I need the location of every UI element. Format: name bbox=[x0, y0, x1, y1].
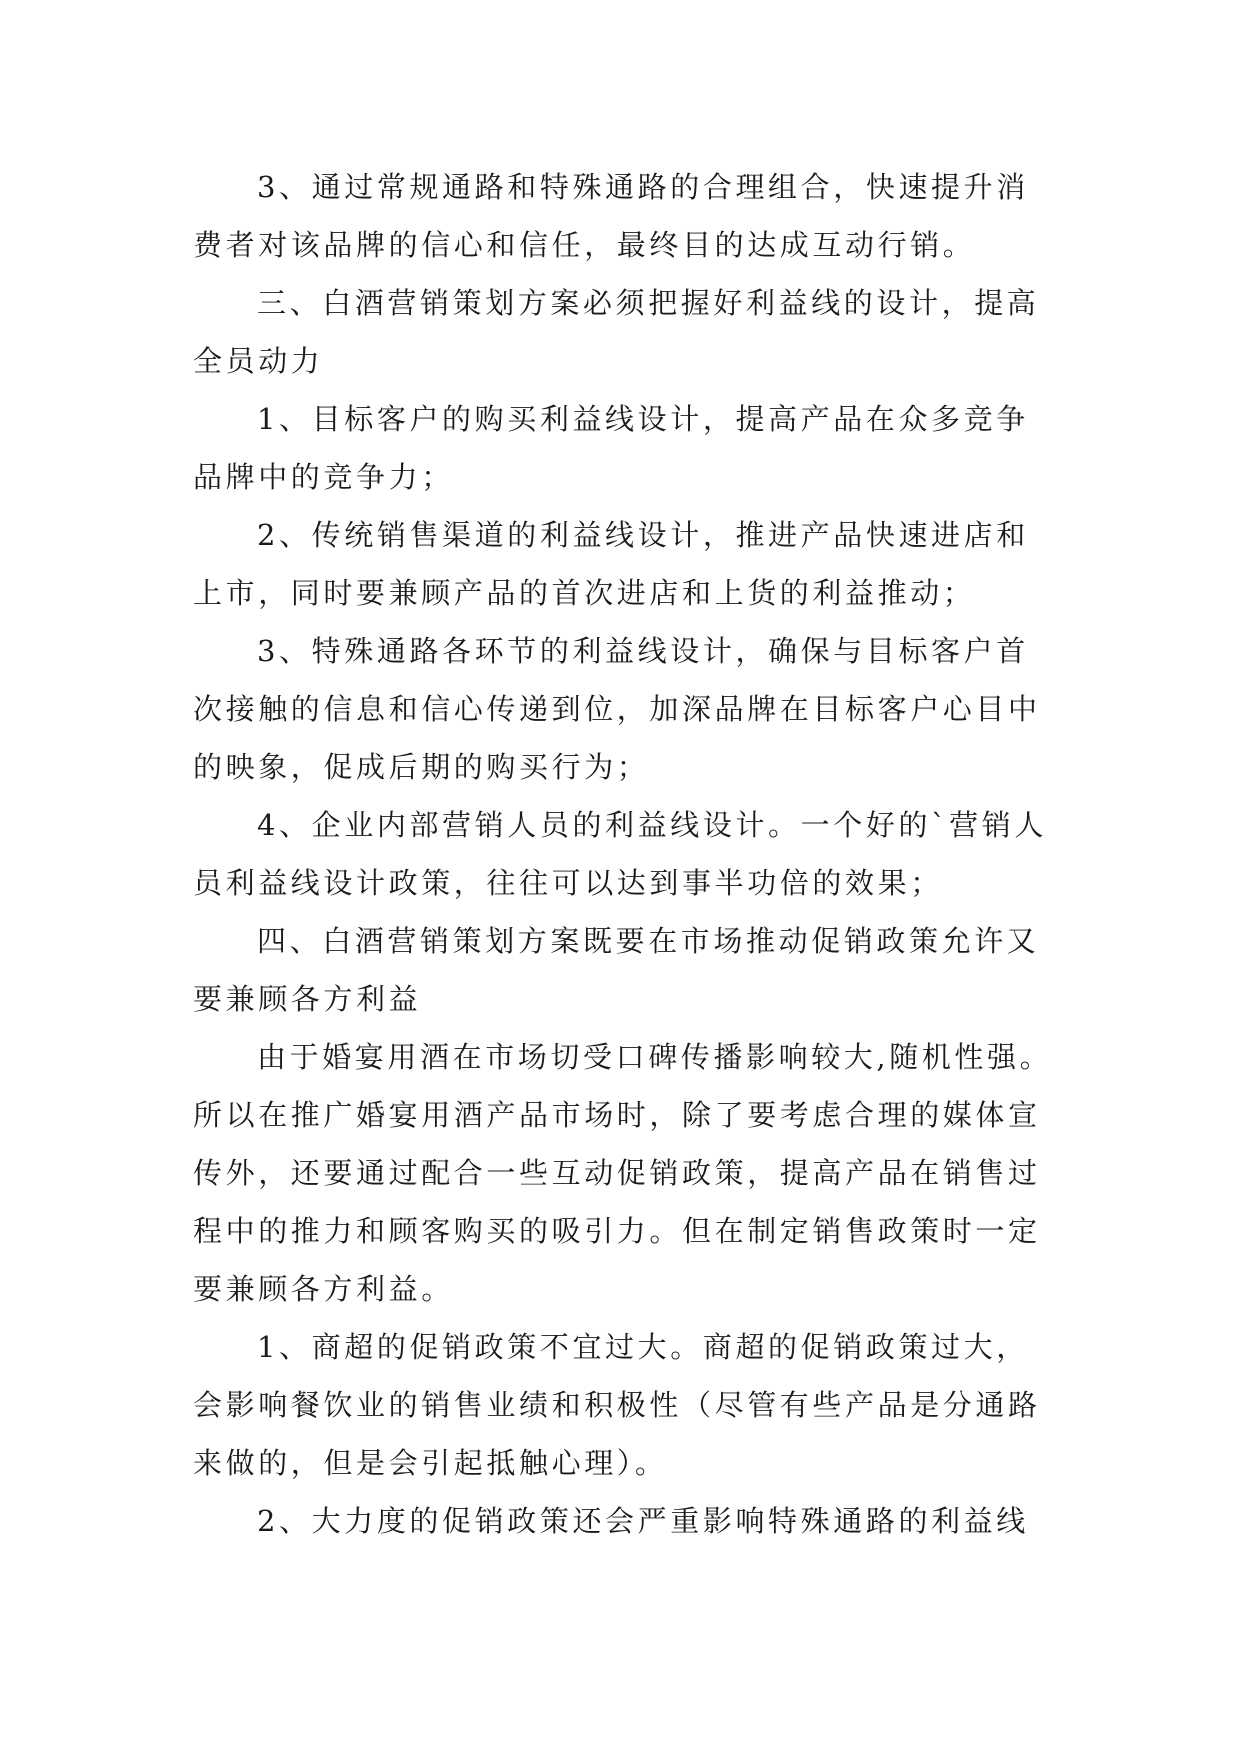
paragraph-line: 品牌中的竞争力； bbox=[193, 460, 454, 494]
paragraph-line: 传外，还要通过配合一些互动促销政策，提高产品在销售过 bbox=[193, 1156, 1041, 1190]
paragraph-line: 2、传统销售渠道的利益线设计，推进产品快速进店和 bbox=[257, 518, 1029, 552]
paragraph-line: 程中的推力和顾客购买的吸引力。但在制定销售政策时一定 bbox=[193, 1214, 1041, 1248]
paragraph-line: 3、特殊通路各环节的利益线设计，确保与目标客户首 bbox=[257, 634, 1029, 668]
paragraph-line: 由于婚宴用酒在市场切受口碑传播影响较大,随机性强。 bbox=[257, 1040, 1053, 1074]
paragraph-line: 4、企业内部营销人员的利益线设计。一个好的`营销人 bbox=[257, 808, 1047, 842]
paragraph-line: 来做的，但是会引起抵触心理）。 bbox=[193, 1446, 668, 1480]
paragraph-line: 所以在推广婚宴用酒产品市场时，除了要考虑合理的媒体宣 bbox=[193, 1098, 1041, 1132]
paragraph-line: 的映象，促成后期的购买行为； bbox=[193, 750, 650, 784]
paragraph-line: 员利益线设计政策，往往可以达到事半功倍的效果； bbox=[193, 866, 943, 900]
document-page bbox=[193, 158, 1053, 1550]
paragraph-line: 要兼顾各方利益。 bbox=[193, 1272, 454, 1306]
section-heading-line: 全员动力 bbox=[193, 344, 324, 378]
paragraph-line: 2、大力度的促销政策还会严重影响特殊通路的利益线 bbox=[257, 1504, 1029, 1538]
paragraph-line: 会影响餐饮业的销售业绩和积极性（尽管有些产品是分通路 bbox=[193, 1388, 1041, 1422]
paragraph-line: 1、目标客户的购买利益线设计，提高产品在众多竞争 bbox=[257, 402, 1029, 436]
paragraph-line: 次接触的信息和信心传递到位，加深品牌在目标客户心目中 bbox=[193, 692, 1041, 726]
paragraph-line: 上市，同时要兼顾产品的首次进店和上货的利益推动； bbox=[193, 576, 976, 610]
section-heading-line: 三、白酒营销策划方案必须把握好利益线的设计，提高 bbox=[257, 286, 1040, 320]
paragraph-line: 1、商超的促销政策不宜过大。商超的促销政策过大， bbox=[257, 1330, 1029, 1364]
section-heading-line: 四、白酒营销策划方案既要在市场推动促销政策允许又 bbox=[257, 924, 1040, 958]
paragraph-line: 3、通过常规通路和特殊通路的合理组合，快速提升消 bbox=[257, 170, 1029, 204]
section-heading-line: 要兼顾各方利益 bbox=[193, 982, 422, 1016]
paragraph-line: 费者对该品牌的信心和信任，最终目的达成互动行销。 bbox=[193, 228, 976, 262]
